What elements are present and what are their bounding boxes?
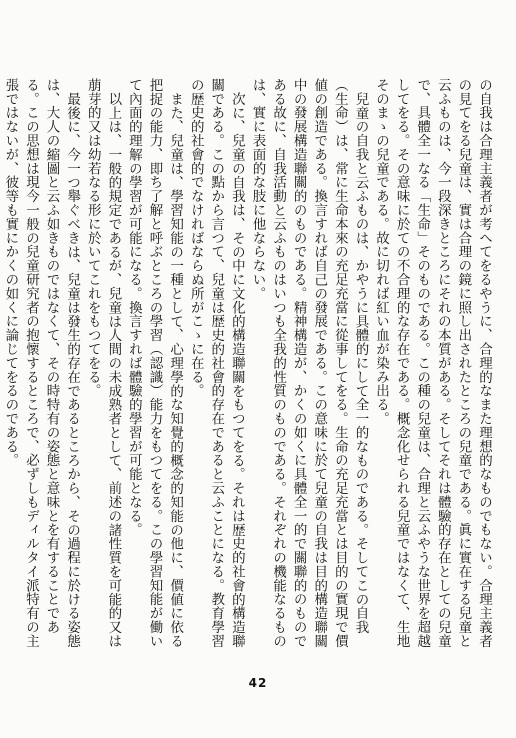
body-text [2, 78, 494, 660]
paragraph: 次に、兒童の自我は、その中に文化的構造聯關をもつてをる。それは歴史的社會的構造聯關である。この點から言つて、兒童は歴史的社會的存在であると云ふことになる。教育學習の歴史的社會的でなければならぬ所がこゝに在る。 [187, 78, 245, 648]
paragraph: の自我は合理主義者が考へてをるやうに、合理的なまた理想的なものでもない。合理主義者の見てをる兒童は、實は合理の鏡に照し出されたところの兒童である。眞に實在する兒童と云ふものは、今一段深きところにそれの本質がある。そしてそれは體驗的存在としての兒童で、具體全一なる「生命」そのものである。この種の兒童は、合理と云ふやうな世界を超越してをる。その意味に於ての不合理的な存在である。概念化せられる兒童ではなくて、生地そのまゝの兒童である。故に切れば紅い血が染み出る。 [373, 78, 492, 648]
paragraph: また、兒童は、學習知能の一種として、心理學的な知覺的概念的知能の他に、價値に依る把捉の能力、即ち了解と呼ぶところの學習（認識）能力をもつてをる。この學習知能が働いて內面的理解の學習が可能になる。換言すれば體驗的學習が可能となる。 [125, 78, 184, 648]
paragraph: 最後に、今一つ舉ぐべきは、兒童は發生的存在であるところから、その過程に於ける姿態は、大人の縮圖と云ふ如きものではなくて、その時特有の姿態と意味とを有することである。この思想は現今一般の兒童研究者の抱懷するところで、必ずしもディルタイ派特有の主張ではないが、彼等も實にかくの如くに論じてをるのである。 [2, 78, 81, 648]
paragraph: 以上は、一般的規定であるが、兒童は人間の未成熟者として、前述の諸性質を可能的又は萠芽的又は幼若なる形に於いてこれをもつてをる。 [84, 78, 122, 648]
page-number: 42 [248, 676, 268, 690]
paragraph: 兒童の自我と云ふものは、かやうに具體的にして全一的なものである。そしてこの自我（生命）は、常に生命本來の充足充當に從事してをる。生命の充足充當とは目的の實現で價値の創造である。換言すれば自己の發展である。この意味に於て兒童の自我は目的構造聯關中の發展構造聯關的のものである。精神構造が、かくの如くに具體全一的で關聯的のものである故に、自我活動と云ふものはいつも全我的性質のものである。それぞれの機能なるものは、實に表面的な肢に他ならない。 [249, 78, 369, 648]
